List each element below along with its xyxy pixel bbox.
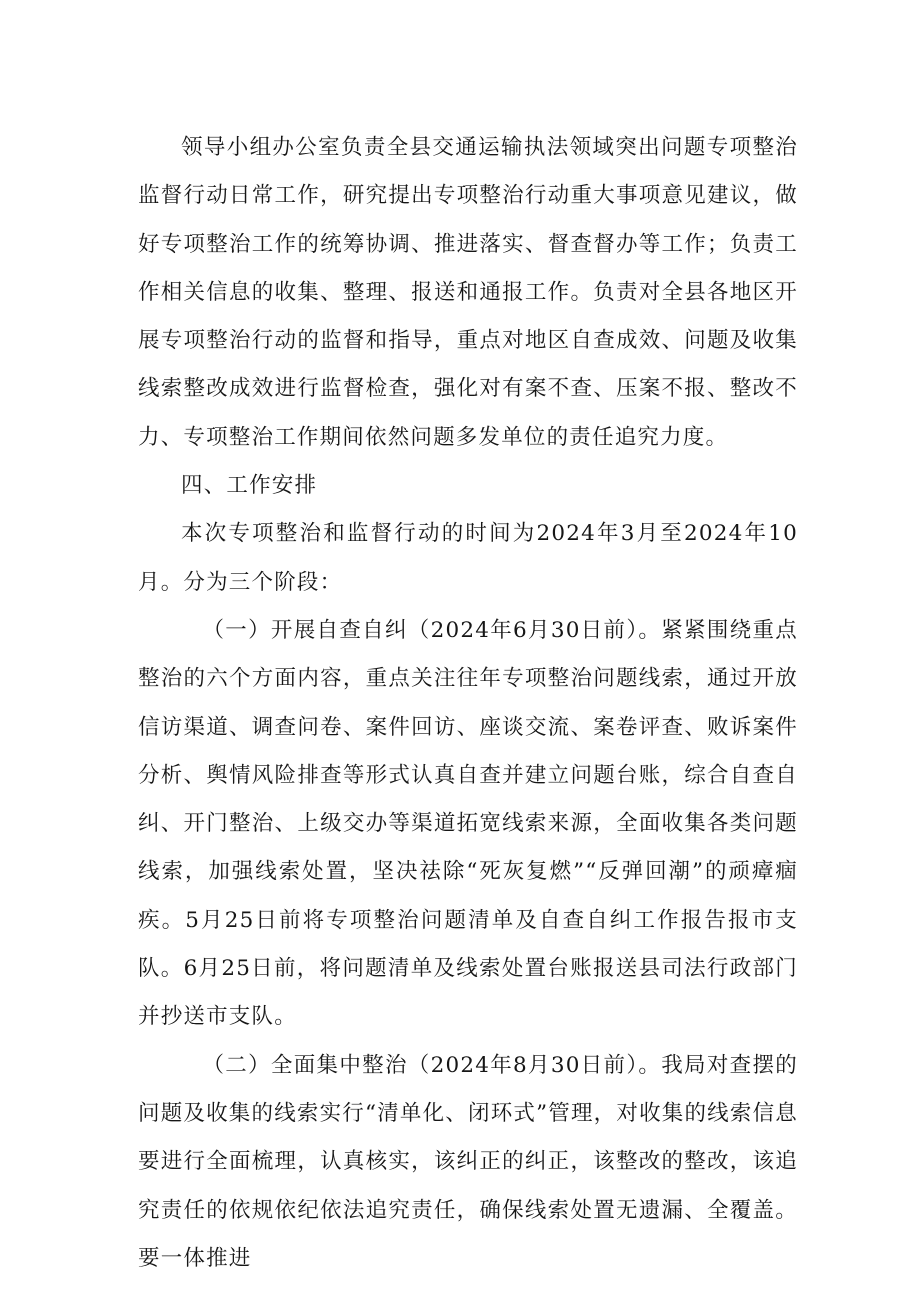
section-heading-work-arrangement: 四、工作安排: [181, 473, 318, 499]
paragraph-phase-two: （二）全面集中整治（2024年8月30日前）。我局对查摆的问题及收集的线索实行“清单化、闭环式”管理，对收集的线索信息要进行全面梳理，认真核实，该纠正的纠正，该整改的整改，该追究责任的依规依纪依法追究责任，确保线索处置无遗漏、全覆盖。要一体推进: [138, 1052, 798, 1271]
paragraph-phase-one: （一）开展自查自纠（2024年6月30日前）。紧紧围绕重点整治的六个方面内容，重点关注往年专项整治问题线索，通过开放信访渠道、调查问卷、案件回访、座谈交流、案卷评查、败诉案件分析、舆情风险排查等形式认真自查并建立问题台账，综合自查自纠、开门整治、上级交办等渠道拓宽线索来源，全面收集各类问题线索，加强线索处置，坚决祛除“死灰复燃”“反弹回潮”的顽瘴痼疾。5月25日前将专项整治问题清单及自查自纠工作报告报市支队。6月25日前，将问题清单及线索处置台账报送县司法行政部门并抄送市支队。: [138, 617, 798, 1030]
paragraph-office-duties: 领导小组办公室负责全县交通运输执法领域突出问题专项整治监督行动日常工作，研究提出专项整治行动重大事项意见建议，做好专项整治工作的统筹协调、推进落实、督查督办等工作；负责工作相关信息的收集、整理、报送和通报工作。负责对全县各地区开展专项整治行动的监督和指导，重点对地区自查成效、问题及收集线索整改成效进行监督检查，强化对有案不查、压案不报、整改不力、专项整治工作期间依然问题多发单位的责任追究力度。: [138, 135, 798, 450]
body-text: [138, 124, 798, 1283]
paragraph-timeline: 本次专项整治和监督行动的时间为2024年3月至2024年10月。分为三个阶段：: [138, 521, 798, 595]
